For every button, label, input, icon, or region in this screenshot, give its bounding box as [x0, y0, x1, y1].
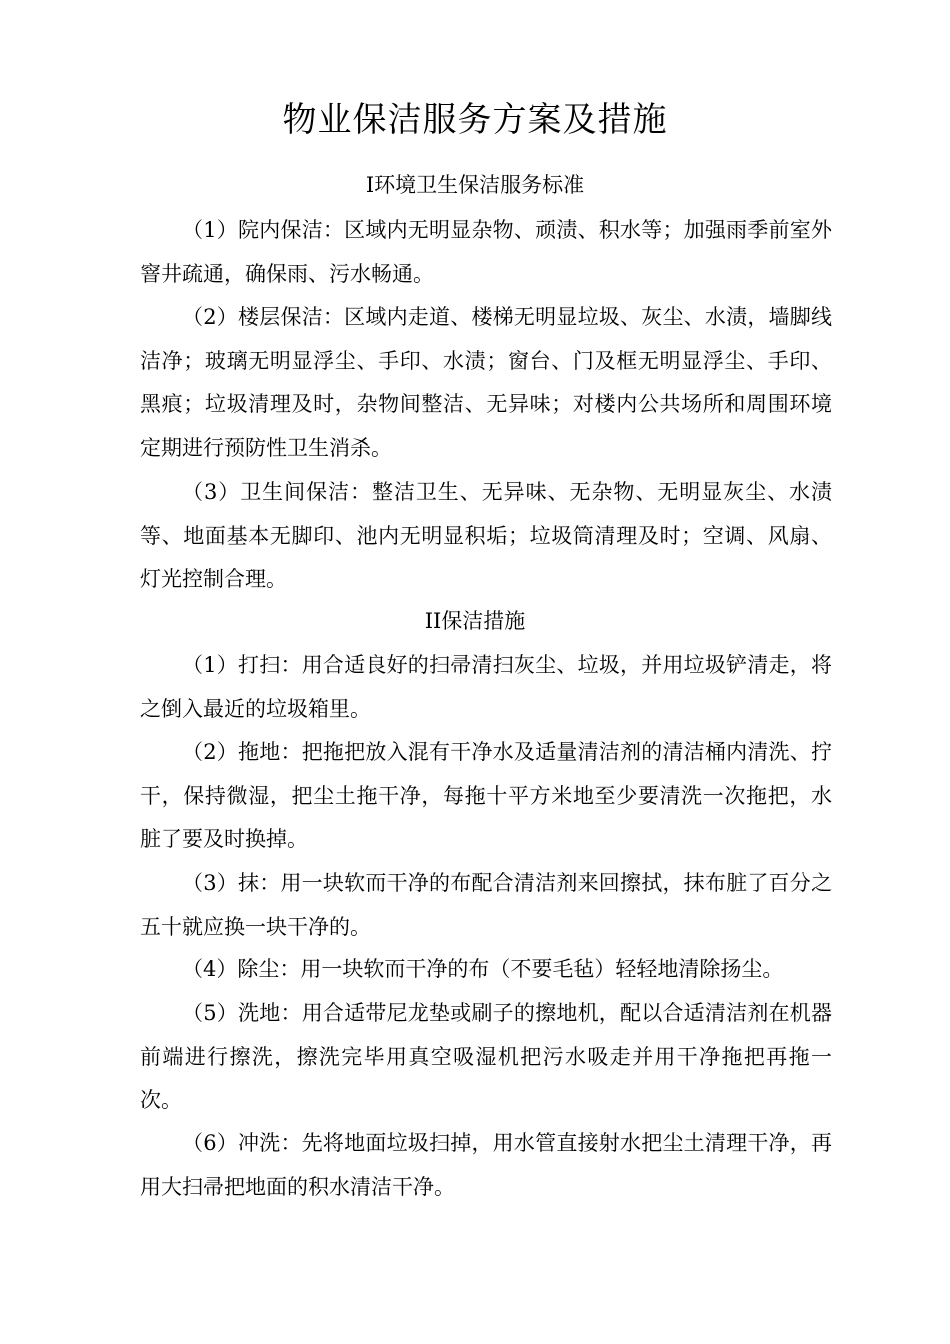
paragraph-wiping: （3）抹：用一块软而干净的布配合清洁剂来回擦拭，抹布脏了百分之五十就应换一块干净的。: [140, 871, 832, 939]
document-title: 物业保洁服务方案及措施: [282, 100, 668, 140]
paragraph-floor-cleaning: （2）楼层保洁：区域内走道、楼梯无明显垃圾、灰尘、水渍，墙脚线洁净；玻璃无明显浮尘、手印、水渍；窗台、门及框无明显浮尘、手印、黑痕；垃圾清理及时，杂物间整洁、无异味；对楼内公共场所和周围环境定期进行预防性卫生消杀。: [140, 305, 832, 460]
paragraph-mopping: （2）拖地：把拖把放入混有干净水及适量清洁剂的清洁桶内清洗、拧干，保持微湿，把尘土拖干净，每拖十平方米地至少要清洗一次拖把，水脏了要及时换掉。: [140, 740, 832, 851]
paragraph-sweeping: （1）打扫：用合适良好的扫帚清扫灰尘、垃圾，并用垃圾铲清走，将之倒入最近的垃圾箱里。: [140, 653, 832, 721]
paragraph-rinsing: （6）冲洗：先将地面垃圾扫掉，用水管直接射水把尘土清理干净，再用大扫帚把地面的积水清洁干净。: [140, 1131, 832, 1199]
paragraph-restroom-cleaning: （3）卫生间保洁：整洁卫生、无异味、无杂物、无明显灰尘、水渍等、地面基本无脚印、池内无明显积垢；垃圾筒清理及时；空调、风扇、灯光控制合理。: [140, 480, 832, 591]
paragraph-dusting: （4）除尘：用一块软而干净的布（不要毛毡）轻轻地清除扬尘。: [182, 957, 784, 981]
section-heading-standards: I环境卫生保洁服务标准: [365, 173, 585, 197]
paragraph-yard-cleaning: （1）院内保洁：区域内无明显杂物、顽渍、积水等；加强雨季前室外窨井疏通，确保雨、污水畅通。: [140, 218, 832, 286]
section-heading-measures: II保洁措施: [424, 609, 526, 633]
paragraph-floor-scrubbing: （5）洗地：用合适带尼龙垫或刷子的擦地机，配以合适清洁剂在机器前端进行擦洗，擦洗完毕用真空吸湿机把污水吸走并用干净拖把再拖一次。: [140, 1001, 832, 1112]
